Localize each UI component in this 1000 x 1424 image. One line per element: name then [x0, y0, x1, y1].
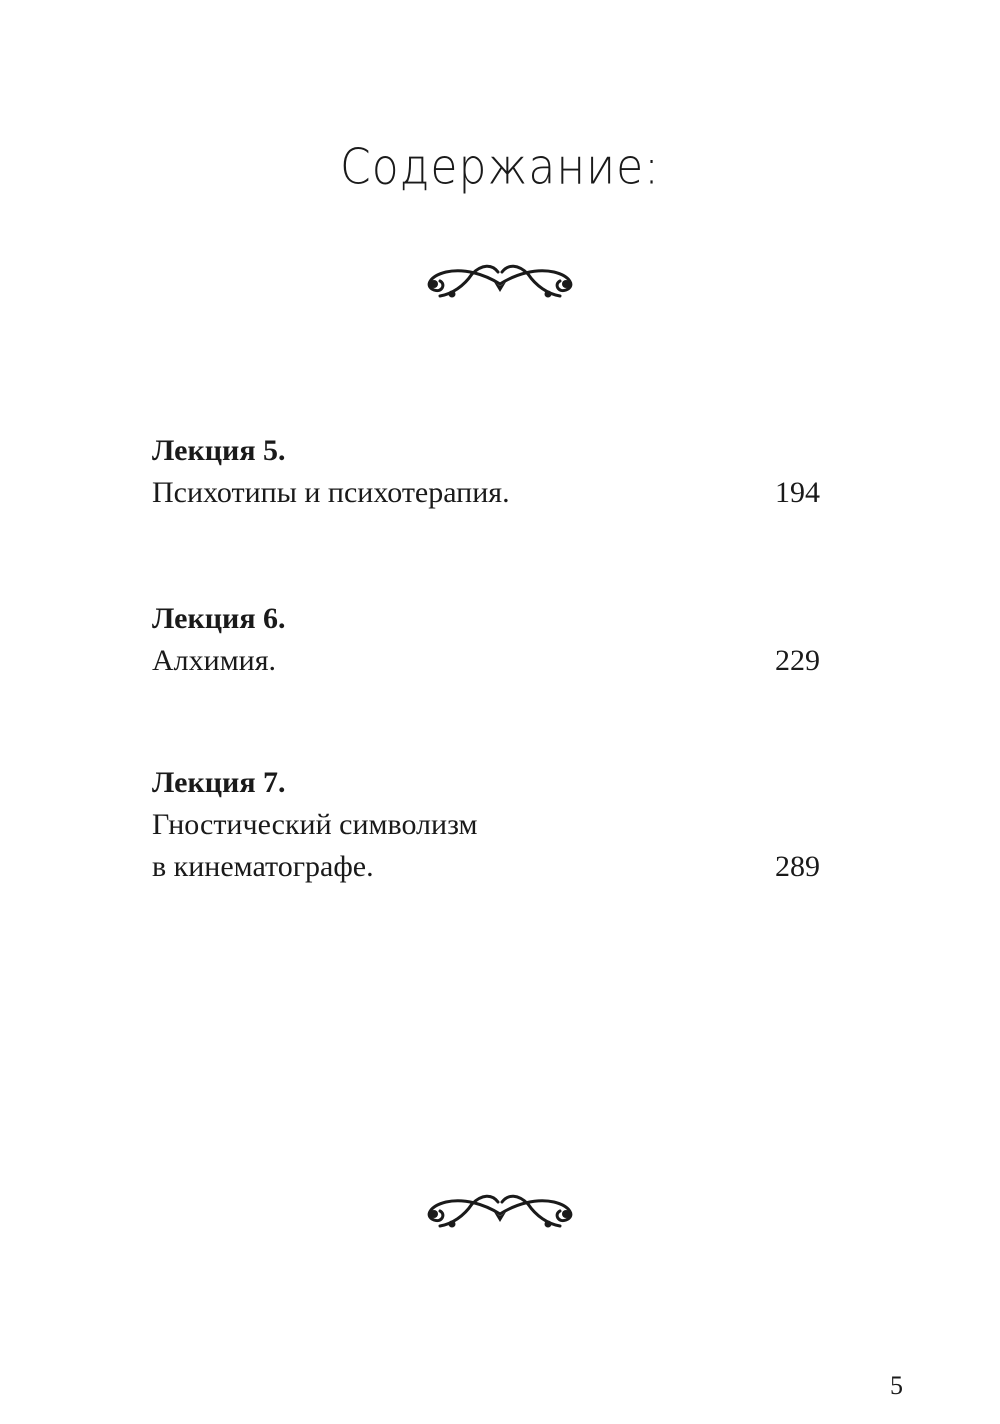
flourish-ornament-icon	[412, 1184, 588, 1234]
toc-entry-lecture-7[interactable]	[152, 762, 820, 888]
toc-entry-lecture-5[interactable]	[152, 430, 820, 514]
page-number: 5	[890, 1371, 903, 1400]
entry-heading: Лекция 6.	[152, 602, 286, 635]
flourish-ornament-icon	[412, 254, 588, 304]
page-title: Содержание:	[339, 138, 660, 196]
entry-page-number: 289	[775, 850, 820, 883]
entry-page-number: 229	[775, 644, 820, 677]
entry-title-line: Гностический символизм	[152, 808, 478, 841]
entry-title-line: Психотипы и психотерапия.	[152, 476, 510, 509]
toc-entry-lecture-6[interactable]	[152, 598, 820, 682]
entry-page-number: 194	[775, 476, 820, 509]
entry-heading: Лекция 5.	[152, 434, 286, 467]
entry-title-line: в кинематографе.	[152, 850, 374, 883]
entry-heading: Лекция 7.	[152, 766, 286, 799]
entry-title-line: Алхимия.	[152, 644, 277, 677]
